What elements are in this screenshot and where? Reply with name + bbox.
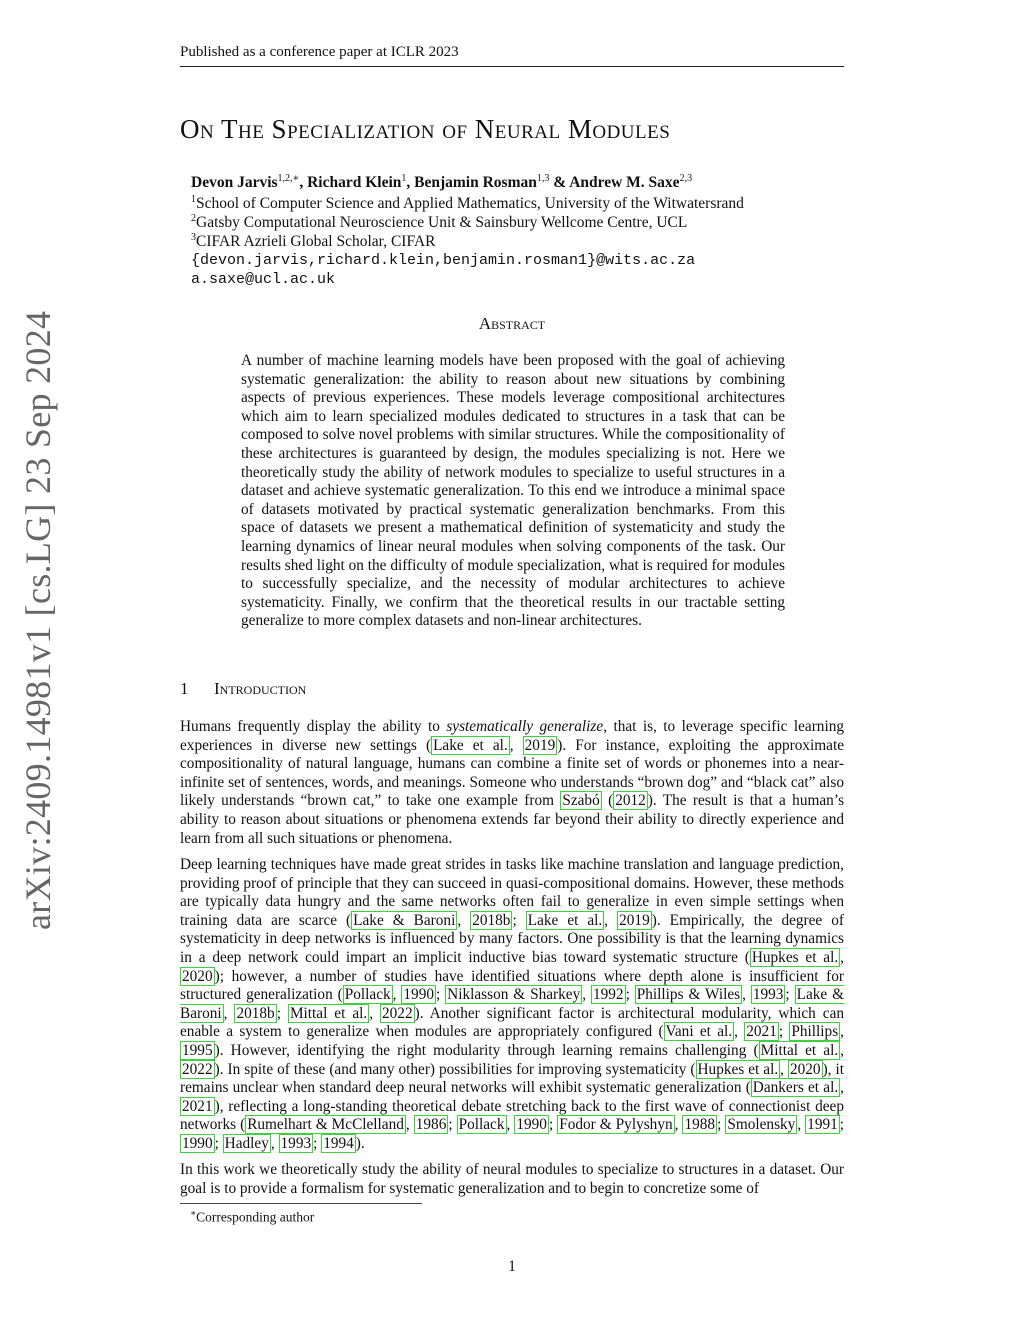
footnote-mark: ∗ (190, 1208, 197, 1218)
arxiv-identifier: arXiv:2409.14981v1 [cs.LG] 23 Sep 2024 (18, 310, 58, 930)
affiliation-text: CIFAR Azrieli Global Scholar, CIFAR (196, 233, 436, 251)
citation-year-link[interactable]: 2019 (524, 736, 556, 754)
footnote (190, 1208, 314, 1226)
citation-year-link[interactable]: 1992 (592, 986, 624, 1004)
citation-link[interactable]: Vani et al. (665, 1023, 733, 1041)
abstract-heading: Abstract (478, 314, 546, 333)
citation-year-link[interactable]: 2012 (615, 792, 646, 810)
author-separator: , (299, 174, 308, 192)
citation-link[interactable]: Lake & Baroni (353, 911, 456, 929)
citation-link[interactable]: Pollack (344, 986, 391, 1004)
citation-link[interactable]: Fodor & Pylyshyn (559, 1116, 673, 1134)
author-name: Devon Jarvis (191, 174, 278, 192)
citation-link[interactable]: Phillips & Wiles (636, 986, 741, 1004)
citation-year-link[interactable]: 2020 (789, 1060, 821, 1078)
citation-year-link[interactable]: 1990 (403, 986, 434, 1004)
citation-link[interactable]: Szabó (562, 792, 600, 810)
citation-year-link[interactable]: 2022 (382, 1004, 413, 1022)
citation-year-link[interactable]: 1990 (182, 1134, 213, 1152)
citation-link[interactable]: Hupkes et al. (697, 1060, 779, 1078)
citation-link[interactable]: Mittal et al. (760, 1041, 839, 1059)
intro-paragraph-2: Deep learning techniques have made great strides in tasks like machine translation and language prediction, providing proof of principle that they can succeed in quasi-compositional domains. However, these methods are typically data hungry and the same networks often fail to generalize in even simple settings when training data are scarce ( Lake & Baroni , 2018b ; Lake et al. , 2019 ). Empirically, the degree of systematicity in deep networks is influenced by many factors. One possibility is that the learning dynamics in a deep network could impart an implicit inductive bias toward systematic structure ( Hupkes et al. , 2020 ); however, a number of studies have identified situations where depth alone is insufficient for structured generalization ( Pollack , 1990 ; Niklasson & Sharkey , 1992 ; Phillips & Wiles , 1993 ; Lake & Baroni , 2018b ; Mittal et al. , 2022 ). Another significant factor is architectural modularity, which can enable a system to generalize when modules are appropriately configured ( Vani et al. , 2021 ; Phillips , 1995 ). However, identifying the right modularity through learning remains challenging ( Mittal et al. , 2022 ). In spite of these (and many other) possibilities for improving systematicity ( Hupkes et al. , 2020 ), it remains unclear when standard deep neural networks will exhibit systematic generalization ( Dankers et al. , 2021 ), reflecting a long-standing theoretical debate stretching back to the first wave of connectionist deep networks ( Rumelhart & McClelland , 1986 ; Pollack , 1990 ; Fodor & Pylyshyn , 1988 ; Smolensky , 1991 ; 1990 ; Hadley , 1993 ; 1994 ). (180, 856, 845, 1152)
citation-year-link[interactable]: 1993 (752, 986, 784, 1004)
affiliation-mark: 3 (191, 232, 196, 243)
author-affiliation-mark: 1,3 (536, 173, 550, 184)
citation-year-link[interactable]: 2021 (746, 1023, 777, 1041)
intro-paragraph-1: Humans frequently display the ability to systematically generalize, that is, to leverage specific learning experiences in diverse new settings ( Lake et al. , 2019 ). For instance, exploiting the approximate compositionality of natural language, humans can combine a finite set of words or phonemes into a near-infinite set of sentences, words, and meanings. Someone who understands “brown dog” and “black cat” also likely understands “brown cat,” to take one example from Szabó ( 2012 ). The result is that a human’s ability to reason about situations or phenomena extends far beyond their ability to directly experience and learn from all such situations or phenomena. (180, 718, 845, 847)
author-name: Richard Klein (307, 174, 402, 192)
affiliation-3 (191, 232, 435, 251)
citation-year-link[interactable]: 2018b (472, 911, 511, 929)
citation-link[interactable]: Mittal et al. (289, 1004, 368, 1022)
citation-link[interactable]: Phillips (791, 1023, 839, 1041)
citation-link[interactable]: Niklasson & Sharkey (447, 986, 581, 1004)
email-line-2: a.saxe@ucl.ac.uk (191, 271, 336, 288)
citation-link[interactable]: Hadley (224, 1134, 269, 1152)
header-rule (180, 66, 844, 67)
paper-title: On The Specialization of Neural Modules (180, 114, 671, 144)
author-affiliation-mark: 1,2,∗ (277, 173, 300, 184)
citation-year-link[interactable]: 2020 (182, 967, 213, 985)
author-affiliation-mark: 1 (401, 173, 407, 184)
affiliation-1 (191, 194, 744, 213)
citation-link[interactable]: Lake et al. (433, 736, 508, 754)
citation-link[interactable]: Lake et al. (527, 911, 603, 929)
citation-link[interactable]: Pollack (458, 1116, 505, 1134)
citation-year-link[interactable]: 1990 (516, 1116, 547, 1134)
footnote-rule (180, 1203, 422, 1204)
citation-link[interactable]: Hupkes et al. (751, 948, 839, 966)
citation-year-link[interactable]: 1993 (280, 1134, 312, 1152)
author-affiliation-mark: 2,3 (679, 173, 693, 184)
citation-year-link[interactable]: 2019 (619, 911, 650, 929)
abstract-body: A number of machine learning models have been proposed with the goal of achieving systematic generalization: the ability to reason about new situations by combining aspects of previous experiences. These models leverage compositional architectures which aim to learn specialized modules dedicated to structures in a task that can be composed to solve novel problems with similar structures. While the compositionality of these architectures is guaranteed by design, the modules specializing is not. Here we theoretically study the ability of network modules to specialize to useful structures in a dataset and achieve systematic generalization. To this end we introduce a minimal space of datasets motivated by practical systematic generalization benchmarks. From this space of datasets we present a mathematical definition of systematicity and study the learning dynamics of linear neural modules when solving components of the task. Our results shed light on the difficulty of module specialization, what is required for modules to successfully specialize, and the necessity of modular architectures to achieve systematicity. Finally, we confirm that the theoretical results in our tractable setting generalize to more complex datasets and non-linear architectures. (241, 352, 785, 630)
section-title: Introduction (214, 679, 307, 698)
citation-year-link[interactable]: 2018b (236, 1004, 275, 1022)
page-number: 1 (508, 1258, 516, 1275)
citation-year-link[interactable]: 1995 (182, 1041, 213, 1059)
affiliation-text: Gatsby Computational Neuroscience Unit & Sainsbury Wellcome Centre, UCL (196, 214, 688, 232)
author-name: Andrew M. Saxe (569, 174, 680, 192)
citation-year-link[interactable]: 1988 (684, 1116, 716, 1134)
affiliation-2 (191, 213, 687, 232)
footnote-text: Corresponding author (196, 1209, 315, 1225)
intro-paragraph-3: In this work we theoretically study the ability of neural modules to specialize to structures in a dataset. Our goal is to provide a formalism for systematic generalization and to begin to concretize some of (180, 1161, 844, 1197)
citation-link[interactable]: Rumelhart & McClelland (247, 1116, 404, 1134)
section-heading (180, 679, 306, 699)
citation-year-link[interactable]: 1994 (323, 1134, 354, 1152)
citation-year-link[interactable]: 1991 (807, 1116, 838, 1134)
citation-link[interactable]: Dankers et al. (752, 1079, 839, 1097)
section-number: 1 (180, 679, 189, 698)
affiliation-text: School of Computer Science and Applied Mathematics, University of the Witwatersrand (196, 195, 744, 213)
author-list (191, 173, 692, 192)
citation-year-link[interactable]: 1986 (415, 1116, 447, 1134)
affiliation-mark: 1 (191, 194, 196, 205)
running-header: Published as a conference paper at ICLR 2023 (180, 44, 459, 60)
citation-year-link[interactable]: 2022 (182, 1060, 213, 1078)
email-line-1: {devon.jarvis,richard.klein,benjamin.rosman1}@wits.ac.za (191, 252, 696, 269)
citation-link[interactable]: Lake & Baroni (180, 986, 844, 1022)
author-separator: & (549, 174, 570, 192)
citation-year-link[interactable]: 2021 (182, 1097, 213, 1115)
emphasis: systematically generalize (446, 718, 604, 735)
author-name: Benjamin Rosman (414, 174, 537, 192)
citation-link[interactable]: Smolensky (727, 1116, 796, 1134)
affiliation-mark: 2 (191, 213, 196, 224)
author-separator: , (406, 174, 415, 192)
